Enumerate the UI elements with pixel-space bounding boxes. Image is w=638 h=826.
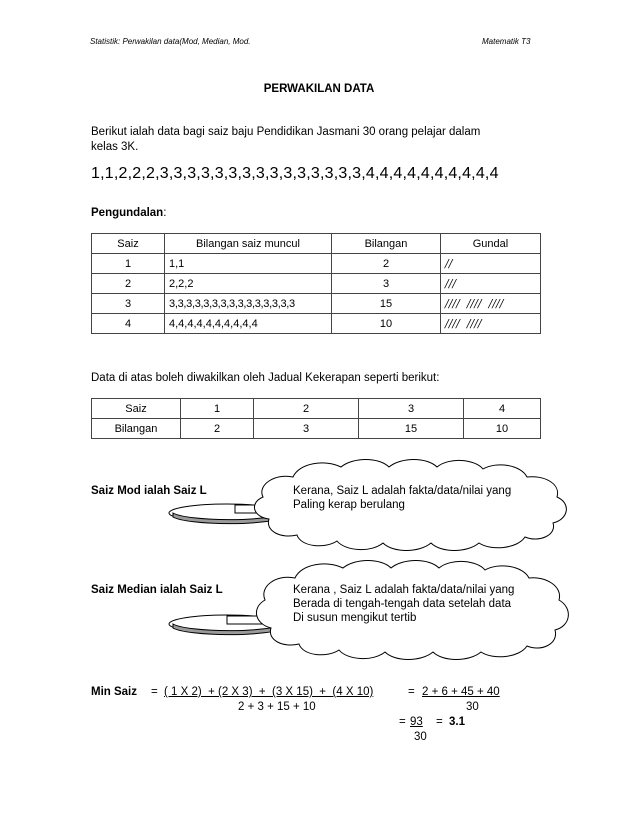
header-right: Matematik T3 — [482, 37, 531, 46]
tally-cell-muncul: 2,2,2 — [165, 274, 332, 294]
mod-cloud-line-2: Paling kerap berulang — [293, 499, 405, 511]
freq-cell: 15 — [359, 419, 464, 439]
table-row — [92, 254, 541, 274]
tally-cell-gundal: //// //// //// — [441, 294, 541, 314]
data-sequence: 1,1,2,2,2,3,3,3,3,3,3,3,3,3,3,3,3,3,3,3,4,4,4,4,4,4,4,4,4,4 — [91, 165, 499, 182]
min-equals-2: = — [408, 686, 415, 698]
tally-header-saiz: Saiz — [92, 234, 165, 254]
tally-cell-muncul: 3,3,3,3,3,3,3,3,3,3,3,3,3,3,3 — [165, 294, 332, 314]
tally-table — [91, 233, 541, 334]
tally-cell-gundal: /// — [441, 274, 541, 294]
min-denominator-3: 30 — [414, 731, 427, 743]
min-denominator-2: 30 — [466, 701, 479, 713]
table-row — [92, 314, 541, 334]
median-cloud-line-3: Di susun mengikut tertib — [293, 612, 417, 624]
tally-cell-saiz: 1 — [92, 254, 165, 274]
min-label: Min Saiz — [91, 686, 138, 698]
tally-header-row — [92, 234, 541, 254]
tally-cell-muncul: 4,4,4,4,4,4,4,4,4,4 — [165, 314, 332, 334]
tally-cell-saiz: 2 — [92, 274, 165, 294]
tally-cell-bilangan: 2 — [332, 254, 441, 274]
freq-cell: 10 — [464, 419, 541, 439]
tally-cell-bilangan: 15 — [332, 294, 441, 314]
pengundalan-colon: : — [163, 207, 167, 219]
min-numerator-2: 2 + 6 + 45 + 40 — [422, 686, 500, 698]
tally-cell-muncul: 1,1 — [165, 254, 332, 274]
median-cloud-line-1: Kerana , Saiz L adalah fakta/data/nilai yang — [293, 584, 515, 596]
table-row — [92, 274, 541, 294]
freq-cell: 3 — [254, 419, 359, 439]
tally-cell-bilangan: 10 — [332, 314, 441, 334]
min-denominator: 2 + 3 + 15 + 10 — [238, 701, 316, 713]
freq-row-bilangan — [92, 419, 541, 439]
freq-cell: 1 — [181, 399, 254, 419]
intro-line-2: kelas 3K. — [91, 141, 139, 153]
freq-intro: Data di atas boleh diwakilkan oleh Jadual Kekerapan seperti berikut: — [91, 372, 440, 384]
min-numerator: ( 1 X 2) + (2 X 3) + (3 X 15) + (4 X 10) — [164, 686, 374, 698]
freq-table — [91, 398, 541, 439]
table-row — [92, 294, 541, 314]
median-cloud-line-2: Berada di tengah-tengah data setelah data — [293, 598, 512, 610]
freq-cell: Bilangan — [92, 419, 181, 439]
tally-cell-gundal: // — [441, 254, 541, 274]
tally-cell-saiz: 3 — [92, 294, 165, 314]
min-result: 3.1 — [449, 716, 465, 728]
mod-label: Saiz Mod ialah Saiz L — [91, 485, 207, 497]
header-left: Statistik: Perwakilan data(Mod, Median, Mod. — [90, 37, 251, 46]
min-equals-3: = — [399, 716, 406, 728]
tally-header-muncul: Bilangan saiz muncul — [165, 234, 332, 254]
freq-cell: 2 — [254, 399, 359, 419]
tally-header-gundal: Gundal — [441, 234, 541, 254]
intro-line-1: Berikut ialah data bagi saiz baju Pendidikan Jasmani 30 orang pelajar dalam — [91, 126, 481, 138]
tally-cell-saiz: 4 — [92, 314, 165, 334]
min-equals: = — [151, 686, 158, 698]
pengundalan-heading — [91, 206, 166, 221]
median-label: Saiz Median ialah Saiz L — [91, 584, 223, 596]
tally-cell-bilangan: 3 — [332, 274, 441, 294]
mod-cloud-line-1: Kerana, Saiz L adalah fakta/data/nilai yang — [293, 485, 512, 497]
freq-row-saiz — [92, 399, 541, 419]
freq-cell: 2 — [181, 419, 254, 439]
freq-cell: Saiz — [92, 399, 181, 419]
freq-cell: 3 — [359, 399, 464, 419]
tally-header-bilangan: Bilangan — [332, 234, 441, 254]
pengundalan-label: Pengundalan — [91, 207, 164, 219]
tally-cell-gundal: //// //// — [441, 314, 541, 334]
min-numerator-3: 93 — [410, 716, 423, 728]
freq-cell: 4 — [464, 399, 541, 419]
min-equals-4: = — [436, 716, 443, 728]
page-title: PERWAKILAN DATA — [263, 83, 375, 95]
